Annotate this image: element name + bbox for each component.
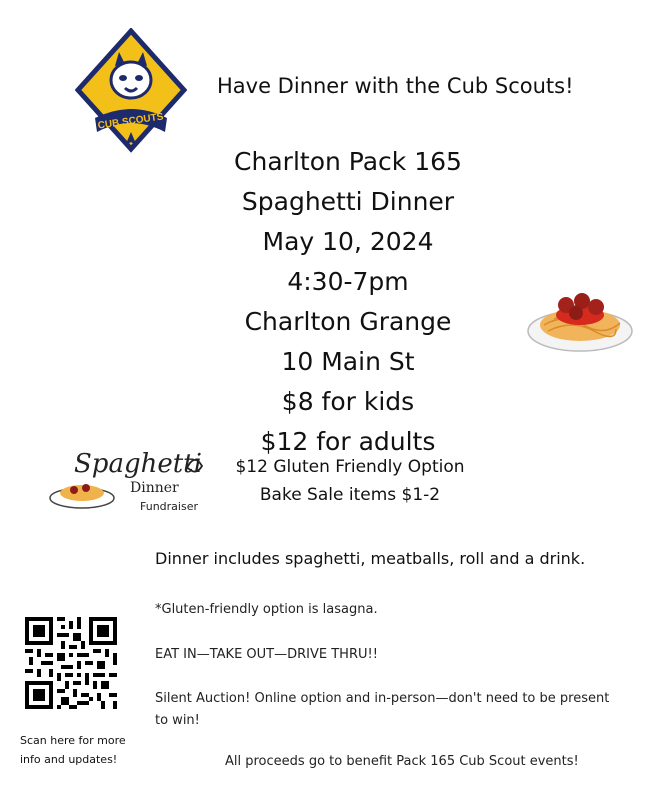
headline: Have Dinner with the Cub Scouts! [217,74,574,98]
event-date: May 10, 2024 [262,227,434,256]
proceeds-text: All proceeds go to benefit Pack 165 Cub Scout events! [225,754,579,769]
price-kids: $8 for kids [281,387,415,416]
cub-scouts-logo [75,28,187,162]
qr-code[interactable] [25,617,117,709]
event-title: Spaghetti Dinner [241,187,455,216]
auction-text: Silent Auction! Online option and in-person—don't need to be present to win! [155,691,610,728]
address: 10 Main St [281,347,415,376]
service-options: EAT IN—TAKE OUT—DRIVE THRU!! [155,647,378,662]
logo-badge-text: CUB SCOUTS [97,111,165,132]
event-time: 4:30-7pm [287,267,409,296]
gluten-option: $12 Gluten Friendly Option [235,457,465,477]
org-name: Charlton Pack 165 [234,147,462,176]
price-adults: $12 for adults [260,427,436,456]
bake-sale: Bake Sale items $1-2 [259,485,441,505]
spaghetti-dinner-logo [38,438,210,518]
qr-caption: Scan here for more info and updates! [20,734,126,766]
dinner-word: Dinner [130,480,179,496]
spaghetti-script: Spaghetti [74,449,202,479]
venue: Charlton Grange [244,307,452,336]
event-details [218,142,478,462]
includes-text: Dinner includes spaghetti, meatballs, roll and a drink. [155,549,586,568]
spaghetti-plate-icon [524,275,636,357]
fundraiser-word: Fundraiser [140,500,198,513]
gluten-note: *Gluten-friendly option is lasagna. [155,602,378,617]
